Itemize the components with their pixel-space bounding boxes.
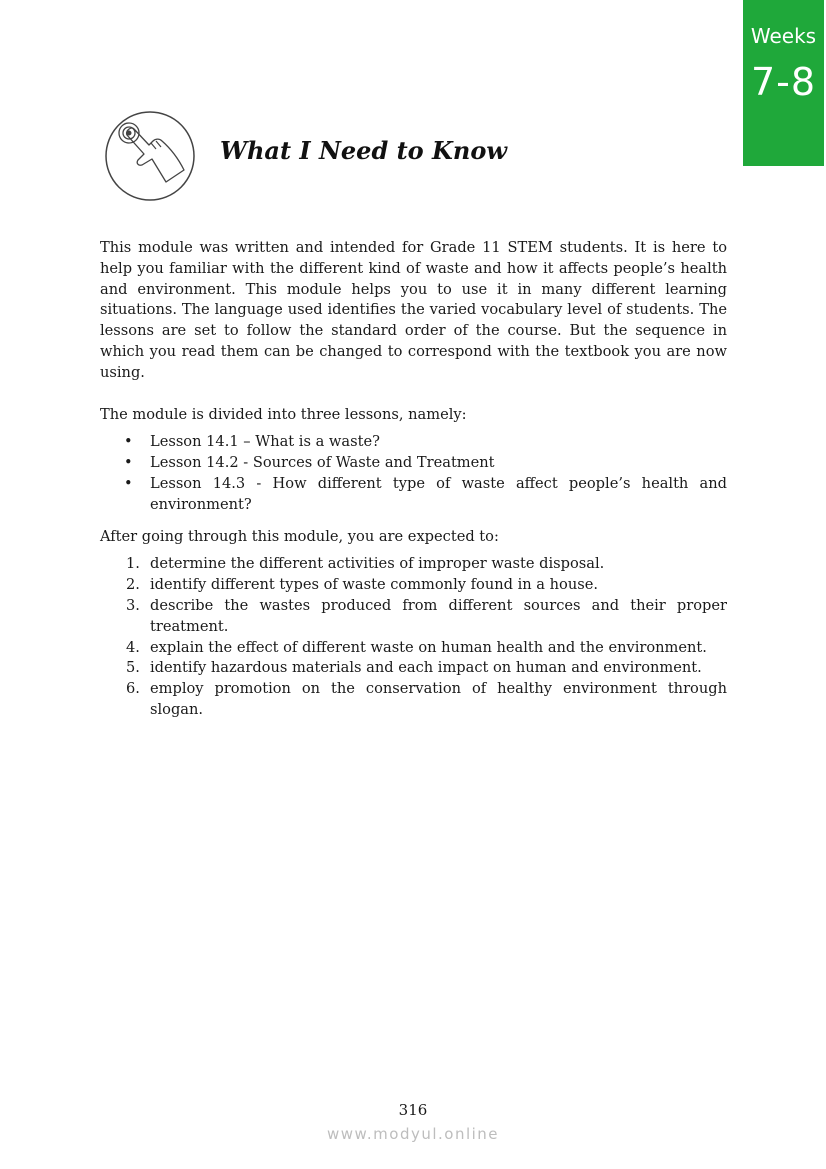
objective-text: identify different types of waste commonly found in a house. bbox=[150, 576, 598, 594]
objective-item bbox=[100, 658, 727, 679]
hand-pointer-icon bbox=[104, 110, 196, 202]
weeks-tab bbox=[743, 0, 824, 166]
objectives-intro: After going through this module, you are expected to: bbox=[100, 527, 499, 545]
objective-text: describe the wastes produced from different sources and their proper treatment. bbox=[150, 596, 727, 635]
objective-number: 4. bbox=[126, 638, 140, 656]
lesson-item: • Lesson 14.3 - How different type of waste affect people’s health and environment? bbox=[100, 474, 727, 516]
objective-text: identify hazardous materials and each impact on human and environment. bbox=[150, 659, 702, 677]
module-content bbox=[100, 238, 727, 721]
objective-number: 5. bbox=[126, 659, 140, 677]
lesson-item: • Lesson 14.1 – What is a waste? bbox=[100, 432, 727, 453]
lessons-intro: The module is divided into three lessons, namely: bbox=[100, 405, 467, 423]
objective-text: determine the different activities of improper waste disposal. bbox=[150, 555, 605, 573]
objective-number: 6. bbox=[126, 680, 140, 698]
page-title: What I Need to Know bbox=[220, 136, 508, 165]
objectives-list bbox=[100, 554, 727, 720]
lessons-list bbox=[100, 432, 727, 515]
objective-item bbox=[100, 596, 727, 638]
objective-item bbox=[100, 554, 727, 575]
weeks-number: 7-8 bbox=[750, 60, 817, 104]
objective-number: 3. bbox=[126, 596, 140, 614]
intro-paragraph: This module was written and intended for Grade 11 STEM students. It is here to help you familiar with the different kind of waste and how it affects people’s health and environment. This module helps you to use it in many different learning situations. The language used identifies the varied vocabulary level of students. The lessons are set to follow the standard order of the course. But the sequence in which you read them can be changed to correspond with the textbook you are now using. bbox=[100, 239, 727, 381]
objective-item bbox=[100, 638, 727, 659]
objective-item bbox=[100, 575, 727, 596]
objective-number: 2. bbox=[126, 576, 140, 594]
lesson-item: • Lesson 14.2 - Sources of Waste and Treatment bbox=[100, 453, 727, 474]
objective-text: employ promotion on the conservation of healthy environment through slogan. bbox=[150, 680, 727, 718]
objective-number: 1. bbox=[126, 555, 140, 573]
weeks-label: Weeks bbox=[750, 24, 817, 48]
page-number: 316 bbox=[398, 1101, 428, 1119]
watermark: www.modyul.online bbox=[326, 1125, 500, 1143]
objective-item bbox=[100, 679, 727, 721]
objective-text: explain the effect of different waste on human health and the environment. bbox=[150, 638, 707, 656]
